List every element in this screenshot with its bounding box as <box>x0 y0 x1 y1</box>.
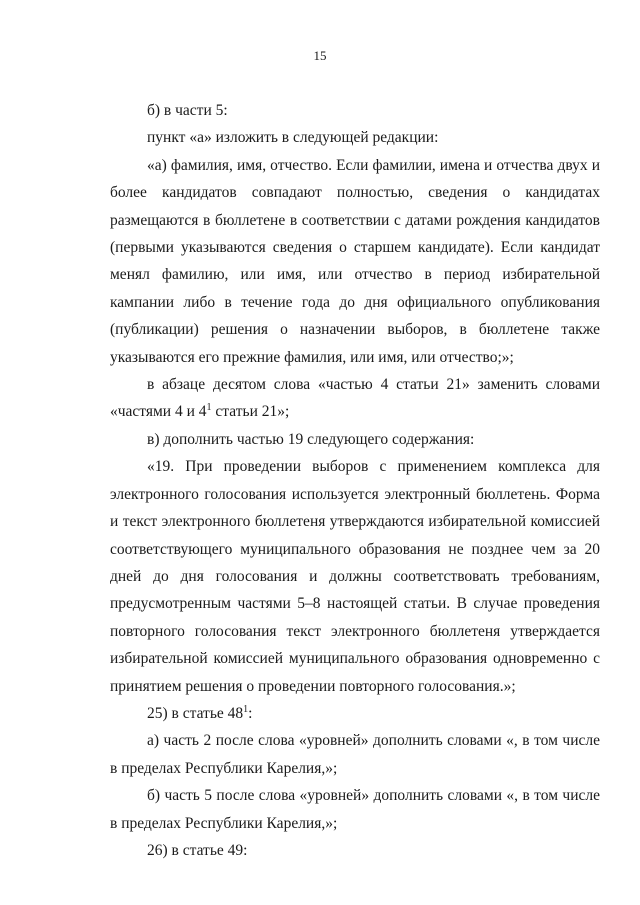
paragraph-part-2: а) часть 2 после слова «уровней» дополнить словами «, в том числе в пределах Республики Карелия,»; <box>110 732 600 777</box>
page-number: 15 <box>313 48 327 63</box>
paragraph-item-a-intro: пункт «а» изложить в следующей редакции: <box>147 129 439 147</box>
paragraph-article-48-1-text: 25) в статье 48 <box>147 704 244 722</box>
superscript: 1 <box>243 703 249 715</box>
paragraph-part-19-text: «19. При проведении выборов с применением комплекса для электронного голосования используется электронный бюллетень. Форма и текст электронного бюллетеня утверждаются избирательной комиссией соответствующего муниципального образования не позднее чем за 20 дней до дня голосования и должны соответствовать требованиям, предусмотренным частями 5–8 настоящей статьи. В случае проведения повторного голосования текст электронного бюллетеня утверждается избирательной комиссией муниципального образования одновременно с принятием решения о проведении повторного голосования.»; <box>110 458 600 695</box>
paragraph-tenth-abzac-tail: статьи 21»; <box>211 403 290 421</box>
paragraph-part-5-heading: б) в части 5: <box>147 102 228 119</box>
paragraph-part-19-heading: в) дополнить частью 19 следующего содержания: <box>147 430 475 448</box>
paragraph-item-a-text: «а) фамилия, имя, отчество. Если фамилии, имена и отчества двух и более кандидатов совпадают полностью, сведения о кандидатах размещаются в бюллетене в соответствии с датами рождения кандидатов (первыми указываются сведения о старшем кандидате). Если кандидат менял фамилию, или имя, или отчество в период избирательной кампании либо в течение года до дня официального опубликования (публикации) решения о назначении выборов, в бюллетене также указываются его прежние фамилия, или имя, или отчество;»; <box>110 156 600 366</box>
paragraph-article-48-1-tail: : <box>248 704 253 722</box>
document-body <box>110 97 600 864</box>
paragraph-tenth-abzac <box>110 371 600 426</box>
paragraph-tenth-abzac-text: в абзаце десятом слова «частью 4 статьи 21» заменить словами «частями 4 и 4 <box>110 376 600 421</box>
paragraph-part-5: б) часть 5 после слова «уровней» дополнить словами «, в том числе в пределах Республики Карелия,»; <box>110 787 600 832</box>
paragraph-article-49: 26) в статье 49: <box>147 841 248 859</box>
superscript: 1 <box>206 402 212 414</box>
paragraph-article-48-1 <box>110 700 600 727</box>
